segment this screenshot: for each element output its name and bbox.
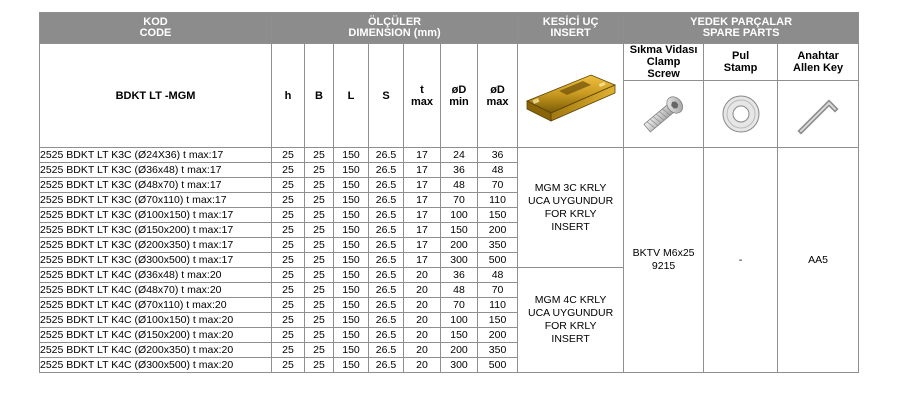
- dim-b: 25: [305, 328, 334, 343]
- insert-image-cell: [518, 44, 624, 148]
- dim-s: 26.5: [369, 193, 404, 208]
- dimension-group-header: [272, 13, 518, 44]
- dim-dmin: 100: [441, 208, 478, 223]
- dim-s: 26.5: [369, 238, 404, 253]
- dim-s: 26.5: [369, 313, 404, 328]
- stamp-image-cell: [704, 81, 778, 148]
- col-b: B: [305, 44, 334, 148]
- dimension-header-en: DIMENSION (mm): [348, 27, 441, 39]
- product-code: 2525 BDKT LT K3C (Ø150x200) t max:17: [40, 223, 272, 238]
- dim-s: 26.5: [369, 298, 404, 313]
- insert-header-tr: KESİCİ UÇ: [542, 16, 599, 28]
- dim-l: 150: [334, 313, 369, 328]
- dim-dmax: 350: [478, 238, 518, 253]
- dim-h: 25: [272, 163, 305, 178]
- product-code: 2525 BDKT LT K3C (Ø24X36) t max:17: [40, 148, 272, 163]
- col-s: S: [369, 44, 404, 148]
- insert-group-header: [518, 13, 624, 44]
- dim-b: 25: [305, 358, 334, 373]
- insert-header-en: INSERT: [550, 27, 591, 39]
- col-t-max: t max: [404, 44, 441, 148]
- product-code: 2525 BDKT LT K3C (Ø48x70) t max:17: [40, 178, 272, 193]
- dim-l: 150: [334, 358, 369, 373]
- dim-t: 20: [404, 298, 441, 313]
- dim-dmin: 200: [441, 343, 478, 358]
- dim-s: 26.5: [369, 208, 404, 223]
- dim-t: 20: [404, 358, 441, 373]
- insert-note-line: FOR KRLY: [544, 207, 597, 220]
- dim-t: 17: [404, 238, 441, 253]
- dim-h: 25: [272, 283, 305, 298]
- product-code: 2525 BDKT LT K3C (Ø200x350) t max:17: [40, 238, 272, 253]
- dim-l: 150: [334, 283, 369, 298]
- dim-s: 26.5: [369, 163, 404, 178]
- col-d-max: øD max: [478, 44, 518, 148]
- dim-h: 25: [272, 268, 305, 283]
- insert-note-line: MGM 4C KRLY: [534, 294, 607, 306]
- dim-t: 20: [404, 328, 441, 343]
- product-code: 2525 BDKT LT K3C (Ø70x110) t max:17: [40, 193, 272, 208]
- dim-b: 25: [305, 178, 334, 193]
- spare-header-tr: YEDEK PARÇALAR: [690, 16, 793, 28]
- dim-t: 17: [404, 253, 441, 268]
- dim-h: 25: [272, 193, 305, 208]
- product-title: BDKT LT -MGM: [40, 44, 272, 148]
- dim-dmax: 200: [478, 328, 518, 343]
- dimension-header-tr: ÖLÇÜLER: [367, 16, 422, 28]
- dim-h: 25: [272, 298, 305, 313]
- dim-b: 25: [305, 298, 334, 313]
- dim-dmin: 70: [441, 298, 478, 313]
- dim-s: 26.5: [369, 358, 404, 373]
- dim-dmax: 36: [478, 148, 518, 163]
- dim-t: 17: [404, 148, 441, 163]
- dim-dmax: 70: [478, 178, 518, 193]
- dim-l: 150: [334, 178, 369, 193]
- dim-h: 25: [272, 328, 305, 343]
- dim-l: 150: [334, 253, 369, 268]
- code-header-en: CODE: [139, 27, 172, 39]
- key-image-cell: [778, 81, 859, 148]
- dim-s: 26.5: [369, 223, 404, 238]
- insert-note-line: UCA UYGUNDUR: [528, 307, 614, 319]
- insert-note-line: FOR KRLY: [544, 320, 597, 332]
- col-stamp: Pul Stamp: [704, 44, 778, 81]
- spare-group-header: [624, 13, 859, 44]
- dim-s: 26.5: [369, 343, 404, 358]
- dim-dmin: 150: [441, 223, 478, 238]
- dim-b: 25: [305, 208, 334, 223]
- dim-l: 150: [334, 193, 369, 208]
- dim-dmax: 48: [478, 163, 518, 178]
- product-code: 2525 BDKT LT K4C (Ø70x110) t max:20: [40, 298, 272, 313]
- product-code: 2525 BDKT LT K4C (Ø200x350) t max:20: [40, 343, 272, 358]
- dim-dmax: 500: [478, 253, 518, 268]
- product-code: 2525 BDKT LT K3C (Ø100x150) t max:17: [40, 208, 272, 223]
- dim-l: 150: [334, 163, 369, 178]
- table-row: [40, 148, 859, 163]
- washer-icon: [716, 89, 766, 139]
- dim-dmin: 150: [441, 328, 478, 343]
- dim-t: 17: [404, 223, 441, 238]
- screw-icon: [634, 89, 694, 139]
- dim-s: 26.5: [369, 148, 404, 163]
- dim-s: 26.5: [369, 283, 404, 298]
- dim-h: 25: [272, 253, 305, 268]
- dim-dmin: 300: [441, 358, 478, 373]
- dim-l: 150: [334, 328, 369, 343]
- clamp-screw-value: [624, 148, 704, 373]
- dim-b: 25: [305, 223, 334, 238]
- dim-dmin: 48: [441, 283, 478, 298]
- insert-note-line: INSERT: [551, 220, 590, 233]
- dim-l: 150: [334, 268, 369, 283]
- dim-l: 150: [334, 223, 369, 238]
- dim-l: 150: [334, 148, 369, 163]
- dim-s: 26.5: [369, 253, 404, 268]
- group-header-row: [40, 13, 859, 44]
- dim-l: 150: [334, 343, 369, 358]
- dim-h: 25: [272, 178, 305, 193]
- dim-l: 150: [334, 208, 369, 223]
- dim-t: 20: [404, 283, 441, 298]
- dim-s: 26.5: [369, 178, 404, 193]
- dim-b: 25: [305, 313, 334, 328]
- dim-dmax: 350: [478, 343, 518, 358]
- dim-dmin: 36: [441, 268, 478, 283]
- spare-header-en: SPARE PARTS: [702, 27, 780, 39]
- column-header-row: [40, 44, 859, 81]
- dim-h: 25: [272, 358, 305, 373]
- dim-t: 17: [404, 178, 441, 193]
- dim-t: 20: [404, 268, 441, 283]
- product-code: 2525 BDKT LT K4C (Ø100x150) t max:20: [40, 313, 272, 328]
- dim-dmin: 24: [441, 148, 478, 163]
- table-body: [40, 148, 859, 373]
- product-code: 2525 BDKT LT K4C (Ø150x200) t max:20: [40, 328, 272, 343]
- dim-h: 25: [272, 208, 305, 223]
- col-h: h: [272, 44, 305, 148]
- dim-l: 150: [334, 298, 369, 313]
- dim-b: 25: [305, 238, 334, 253]
- dim-h: 25: [272, 343, 305, 358]
- dim-dmin: 48: [441, 178, 478, 193]
- col-allen-key: Anahtar Allen Key: [778, 44, 859, 81]
- dim-s: 26.5: [369, 328, 404, 343]
- col-clamp-screw: Sıkma Vidası Clamp Screw: [624, 44, 704, 81]
- code-group-header: [40, 13, 272, 44]
- dim-s: 26.5: [369, 268, 404, 283]
- product-code: 2525 BDKT LT K4C (Ø300x500) t max:20: [40, 358, 272, 373]
- product-code: 2525 BDKT LT K3C (Ø36x48) t max:17: [40, 163, 272, 178]
- dim-b: 25: [305, 193, 334, 208]
- allen-key-icon: [793, 89, 843, 139]
- insert-note-line: UCA UYGUNDUR: [528, 194, 614, 207]
- dim-dmax: 70: [478, 283, 518, 298]
- clamp-screw-line: 9215: [651, 260, 676, 272]
- dim-h: 25: [272, 313, 305, 328]
- dim-b: 25: [305, 343, 334, 358]
- dim-dmin: 300: [441, 253, 478, 268]
- dim-dmin: 200: [441, 238, 478, 253]
- dim-dmax: 48: [478, 268, 518, 283]
- dim-t: 20: [404, 343, 441, 358]
- dim-dmin: 36: [441, 163, 478, 178]
- dim-dmax: 500: [478, 358, 518, 373]
- dim-h: 25: [272, 223, 305, 238]
- insert-note-line: MGM 3C KRLY: [534, 181, 607, 194]
- stamp-value: -: [704, 148, 778, 373]
- dim-h: 25: [272, 238, 305, 253]
- dim-dmin: 100: [441, 313, 478, 328]
- dim-b: 25: [305, 148, 334, 163]
- dim-dmin: 70: [441, 193, 478, 208]
- insert-note: [518, 268, 624, 373]
- product-code: 2525 BDKT LT K4C (Ø36x48) t max:20: [40, 268, 272, 283]
- dim-dmax: 110: [478, 193, 518, 208]
- dim-t: 17: [404, 193, 441, 208]
- col-d-min: øD min: [441, 44, 478, 148]
- code-header-tr: KOD: [143, 16, 168, 28]
- dim-t: 17: [404, 208, 441, 223]
- dim-dmax: 150: [478, 208, 518, 223]
- clamp-screw-line: BKTV M6x25: [632, 247, 695, 259]
- insert-note-line: INSERT: [551, 333, 590, 345]
- insert-image: [521, 63, 621, 129]
- spec-table: [39, 12, 859, 373]
- dim-dmax: 110: [478, 298, 518, 313]
- product-code: 2525 BDKT LT K3C (Ø300x500) t max:17: [40, 253, 272, 268]
- screw-image-cell: [624, 81, 704, 148]
- dim-b: 25: [305, 283, 334, 298]
- product-code: 2525 BDKT LT K4C (Ø48x70) t max:20: [40, 283, 272, 298]
- dim-t: 17: [404, 163, 441, 178]
- dim-dmax: 200: [478, 223, 518, 238]
- dim-l: 150: [334, 238, 369, 253]
- dim-b: 25: [305, 268, 334, 283]
- dim-t: 20: [404, 313, 441, 328]
- col-l: L: [334, 44, 369, 148]
- dim-dmax: 150: [478, 313, 518, 328]
- dim-h: 25: [272, 148, 305, 163]
- dim-b: 25: [305, 163, 334, 178]
- dim-b: 25: [305, 253, 334, 268]
- insert-note: [518, 148, 624, 268]
- allen-key-value: AA5: [778, 148, 859, 373]
